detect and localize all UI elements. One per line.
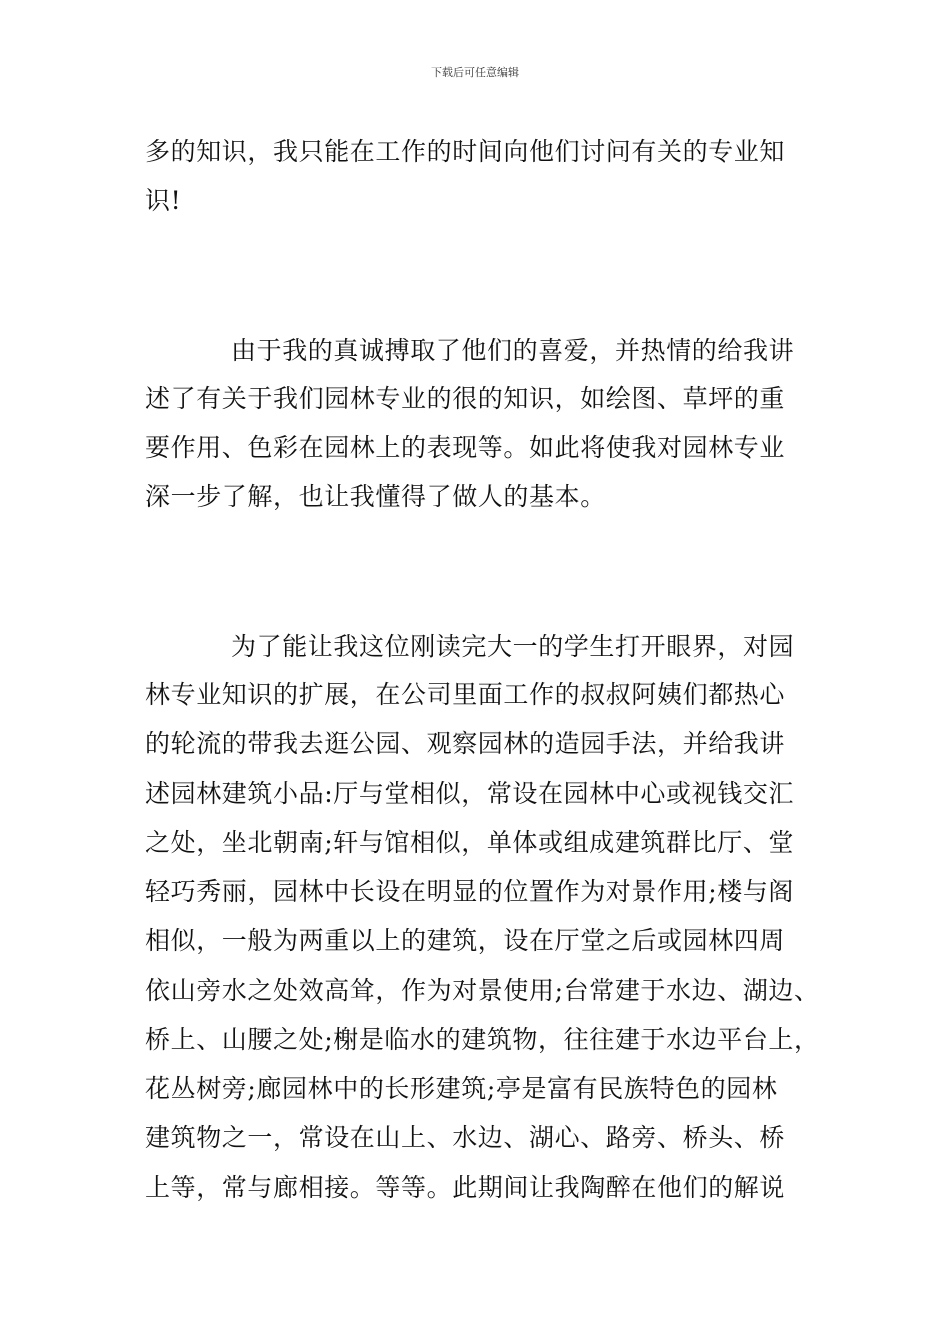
text-line: 多的知识，我只能在工作的时间向他们讨问有关的专业知	[145, 137, 786, 166]
text-line: 识!	[145, 186, 182, 215]
text-line: 相似，一般为两重以上的建筑，设在厅堂之后或园林四周	[145, 926, 786, 955]
text-line: 述园林建筑小品:厅与堂相似，常设在园林中心或视钱交汇	[145, 779, 795, 808]
text-line: 上等，常与廊相接。等等。此期间让我陶醉在他们的解说	[145, 1173, 786, 1202]
text-line: 的轮流的带我去逛公园、观察园林的造园手法，并给我讲	[145, 729, 786, 758]
text-line: 为了能让我这位刚读完大一的学生打开眼界，对园	[231, 632, 795, 661]
text-line: 轻巧秀丽，园林中长设在明显的位置作为对景作用;楼与阁	[145, 877, 795, 906]
text-line: 述了有关于我们园林专业的很的知识，如绘图、草坪的重	[145, 384, 786, 413]
text-line: 花丛树旁;廊园林中的长形建筑;亭是富有民族特色的园林	[145, 1074, 778, 1103]
text-line: 依山旁水之处效高耸，作为对景使用;台常建于水边、湖边、	[145, 976, 820, 1005]
text-line: 要作用、色彩在园林上的表现等。如此将使我对园林专业	[145, 433, 786, 462]
text-line: 由于我的真诚搏取了他们的喜爱，并热情的给我讲	[231, 336, 795, 365]
text-line: 之处，坐北朝南;轩与馆相似，单体或组成建筑群比厅、堂	[145, 828, 795, 857]
text-line: 建筑物之一，常设在山上、水边、湖心、路旁、桥头、桥	[145, 1123, 786, 1152]
text-line: 桥上、山腰之处;榭是临水的建筑物，往往建于水边平台上，	[145, 1025, 820, 1054]
text-line: 林专业知识的扩展，在公司里面工作的叔叔阿姨们都热心	[145, 680, 786, 709]
header-note: 下载后可任意编辑	[431, 66, 519, 79]
text-line: 深一步了解，也让我懂得了做人的基本。	[145, 482, 606, 511]
